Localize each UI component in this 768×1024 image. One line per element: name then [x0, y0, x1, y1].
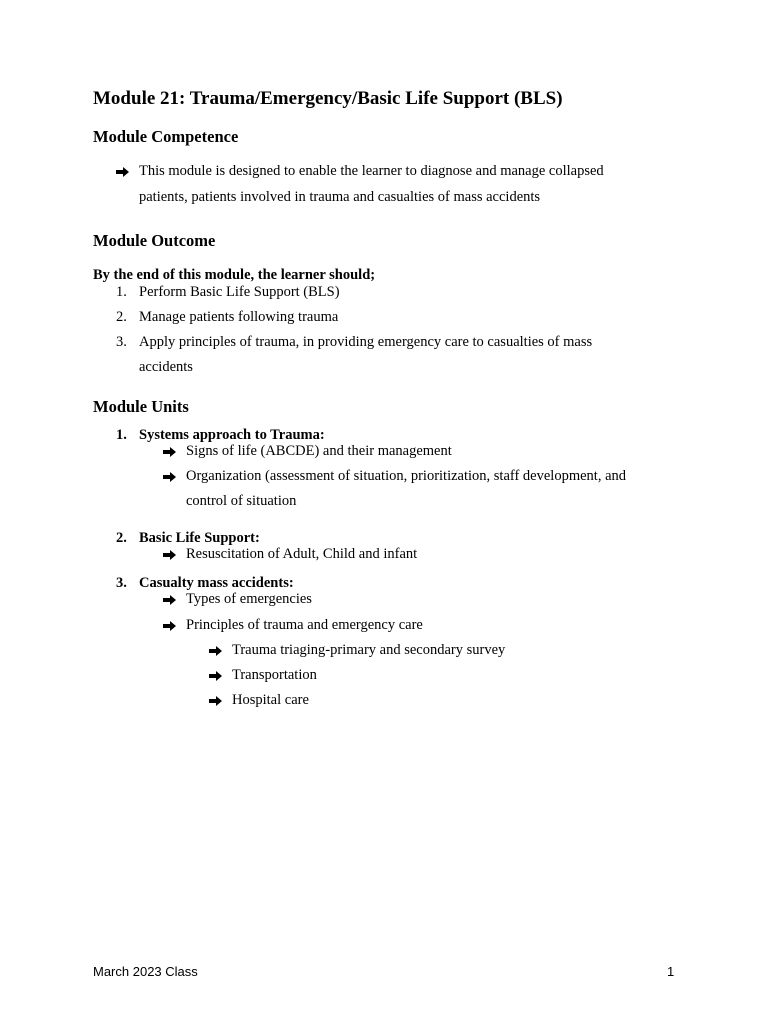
module-title: Module 21: Trauma/Emergency/Basic Life Support (BLS)	[93, 88, 563, 109]
competence-text-line2: patients, patients involved in trauma and casualties of mass accidents	[139, 189, 541, 205]
unit-bullet: Organization (assessment of situation, prioritization, staff development, and	[186, 468, 626, 484]
units-heading: Module Units	[93, 397, 189, 416]
outcome-item: Perform Basic Life Support (BLS)	[139, 284, 340, 300]
competence-text-line1: This module is designed to enable the learner to diagnose and manage collapsed	[139, 163, 604, 179]
outcome-heading: Module Outcome	[93, 231, 216, 250]
outcome-item: Manage patients following trauma	[139, 309, 339, 325]
outcome-number: 3.	[116, 334, 127, 350]
arrow-bullet-icon	[163, 550, 176, 560]
unit-title: Systems approach to Trauma:	[139, 427, 325, 443]
unit-number: 1.	[116, 427, 127, 443]
competence-heading: Module Competence	[93, 127, 239, 146]
unit-number: 2.	[116, 530, 127, 546]
unit-sub-bullet: Trauma triaging-primary and secondary survey	[232, 642, 506, 658]
arrow-bullet-icon	[209, 696, 222, 706]
unit-title: Basic Life Support:	[139, 530, 260, 546]
unit-bullet: Principles of trauma and emergency care	[186, 617, 423, 633]
unit-bullet: Resuscitation of Adult, Child and infant	[186, 546, 418, 562]
arrow-bullet-icon	[163, 595, 176, 605]
outcome-number: 2.	[116, 309, 127, 325]
outcome-intro: By the end of this module, the learner should;	[93, 267, 376, 283]
arrow-bullet-icon	[163, 447, 176, 457]
outcome-number: 1.	[116, 284, 127, 300]
arrow-bullet-icon	[209, 671, 222, 681]
arrow-bullet-icon	[116, 167, 129, 177]
outcome-item: Apply principles of trauma, in providing emergency care to casualties of mass	[139, 334, 593, 350]
arrow-bullet-icon	[163, 472, 176, 482]
footer-class: March 2023 Class	[93, 964, 198, 979]
unit-bullet: Types of emergencies	[186, 591, 312, 607]
unit-number: 3.	[116, 575, 127, 591]
unit-sub-bullet: Transportation	[232, 667, 317, 683]
unit-bullet-continued: control of situation	[186, 493, 297, 509]
arrow-bullet-icon	[163, 621, 176, 631]
page-number: 1	[667, 964, 675, 979]
arrow-bullet-icon	[209, 646, 222, 656]
unit-sub-bullet: Hospital care	[232, 692, 309, 708]
outcome-item-continued: accidents	[139, 359, 193, 375]
unit-title: Casualty mass accidents:	[139, 575, 294, 591]
unit-bullet: Signs of life (ABCDE) and their management	[186, 443, 452, 459]
